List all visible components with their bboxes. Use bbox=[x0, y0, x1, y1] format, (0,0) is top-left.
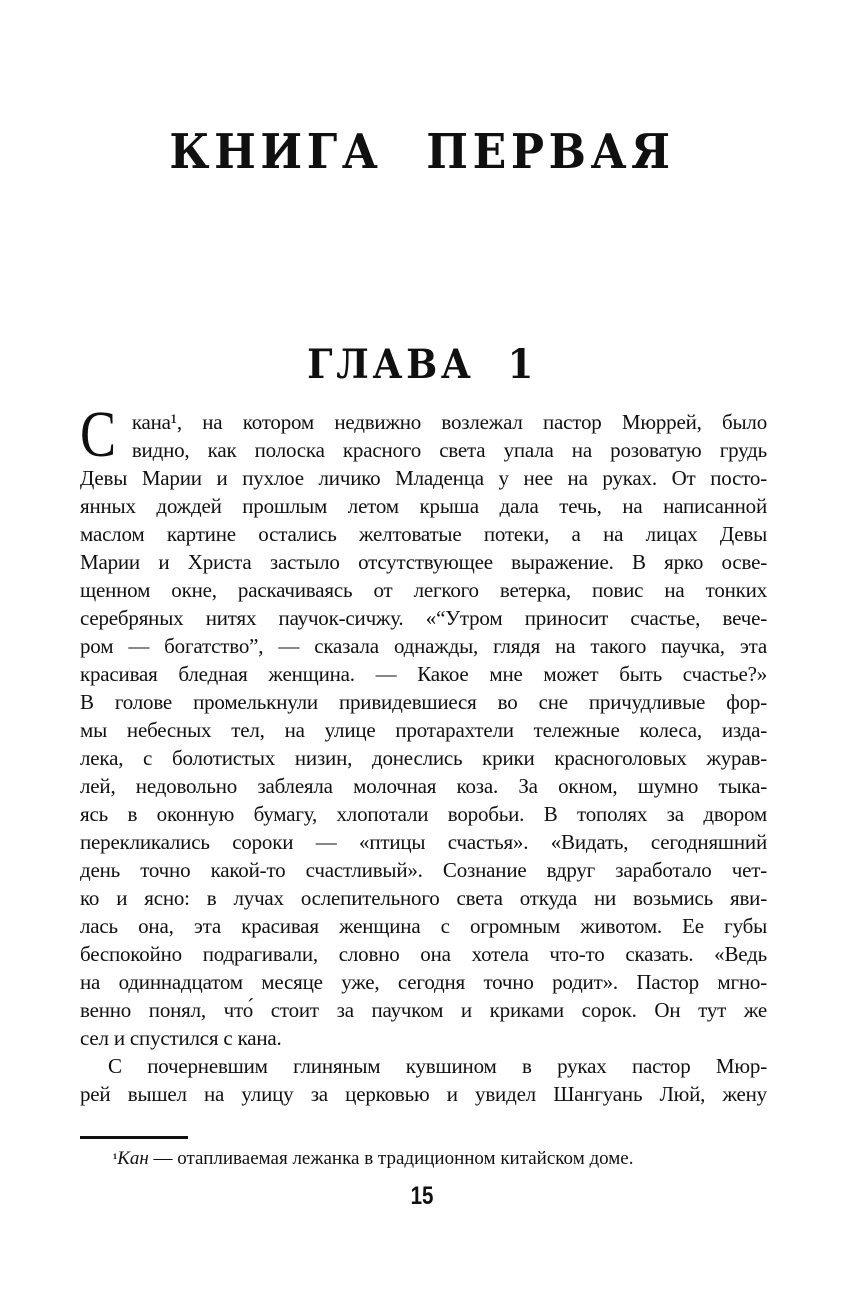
text-line: мы небесных тел, на улице протарахтели тележные колеса, изда- bbox=[80, 718, 767, 742]
text-line: на одиннадцатом месяце уже, сегодня точно родит». Пастор мгно- bbox=[80, 970, 767, 994]
chapter-title: ГЛАВА 1 bbox=[307, 341, 537, 388]
text-line: кана¹, на котором недвижно возлежал пастор Мюррей, было bbox=[131, 410, 767, 434]
text-line: венно понял, что́ стоит за паучком и криками сорок. Он тут же bbox=[80, 998, 767, 1022]
text-line: В голове промелькнули привидевшиеся во сне причудливые фор- bbox=[80, 690, 767, 714]
body-text bbox=[80, 398, 767, 1108]
text-line: С почерневшим глиняным кувшином в руках пастор Мюр- bbox=[108, 1054, 767, 1078]
text-line: щенном окне, раскачиваясь от легкого ветерка, повис на тонких bbox=[80, 578, 767, 602]
footnote bbox=[80, 1136, 767, 1172]
footnote-marker: ¹ bbox=[113, 1152, 118, 1167]
text-line: сел и спустился с кана. bbox=[80, 1026, 282, 1050]
text-line: ко и ясно: в лучах ослепительного света откуда ни возьмись яви- bbox=[80, 886, 767, 910]
text-line: ром — богатство”, — сказала однажды, глядя на такого паучка, эта bbox=[80, 634, 767, 658]
footnote-divider bbox=[80, 1136, 188, 1139]
text-line: день точно какой-то счастливый». Сознание вдруг заработало чет- bbox=[80, 858, 767, 882]
text-line: маслом картине остались желтоватые потеки, а на лицах Девы bbox=[80, 522, 767, 546]
text-line: серебряных нитях паучок-сичжу. «“Утром приносит счастье, вече- bbox=[80, 606, 767, 630]
text-line: беспокойно подрагивали, словно она хотела что-то сказать. «Ведь bbox=[80, 942, 767, 966]
text-line: перекликались сороки — «птицы счастья». «Видать, сегодняшний bbox=[80, 830, 767, 854]
text-line: Марии и Христа застыло отсутствующее выражение. В ярко осве- bbox=[80, 550, 767, 574]
text-line: лась она, эта красивая женщина с огромным животом. Ее губы bbox=[80, 914, 767, 938]
paragraph-2 bbox=[80, 1052, 767, 1108]
page-number: 15 bbox=[410, 1182, 434, 1210]
book-title: КНИГА ПЕРВАЯ bbox=[169, 124, 675, 180]
text-line: ясь в оконную бумагу, хлопотали воробьи. В тополях за двором bbox=[80, 802, 767, 826]
dropcap-letter: С bbox=[80, 398, 116, 471]
footnote-body: — отапливаемая лежанка в традиционном китайском доме. bbox=[148, 1148, 634, 1169]
footnote-text bbox=[80, 1147, 767, 1172]
text-line: Девы Марии и пухлое личико Младенца у нее на руках. От посто- bbox=[80, 466, 767, 490]
text-line: лей, недовольно заблеяла молочная коза. За окном, шумно тыка- bbox=[80, 774, 767, 798]
text-line: красивая бледная женщина. — Какое мне может быть счастье?» bbox=[80, 662, 767, 686]
text-line: лека, с болотистых низин, донеслись крики красноголовых журав- bbox=[80, 746, 767, 770]
text-line: янных дождей прошлым летом крыша дала течь, на написанной bbox=[80, 494, 767, 518]
paragraph-1 bbox=[80, 398, 767, 1052]
footnote-term: Кан bbox=[117, 1148, 149, 1169]
text-line: рей вышел на улицу за церковью и увидел Шангуань Люй, жену bbox=[80, 1082, 767, 1106]
text-line: видно, как полоска красного света упала на розоватую грудь bbox=[131, 438, 767, 462]
